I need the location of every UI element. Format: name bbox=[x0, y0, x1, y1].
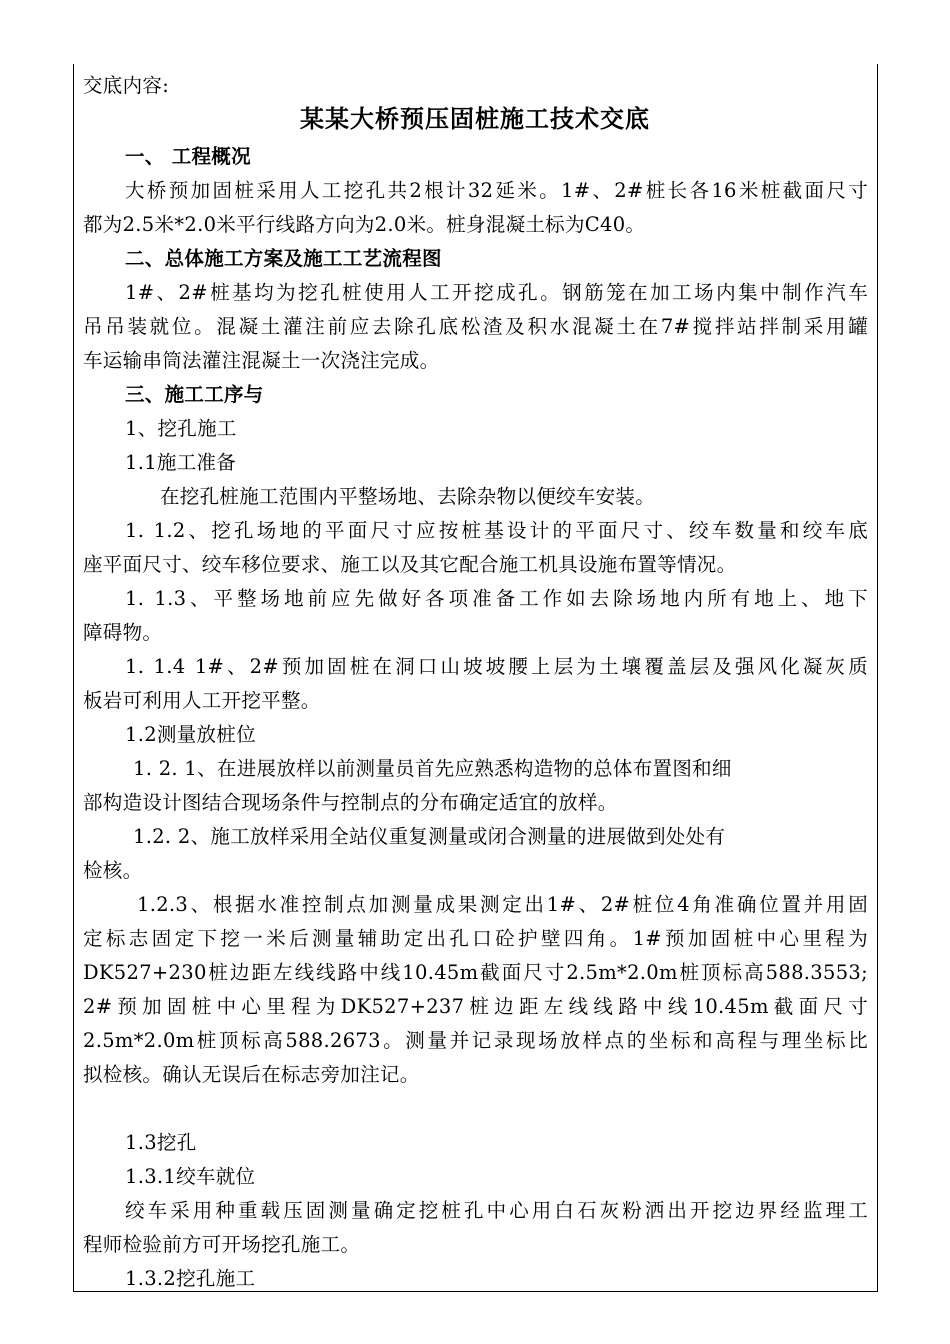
subheading: 1.1施工准备 bbox=[125, 451, 237, 474]
paragraph-line: 定标志固定下挖一米后测量辅助定出孔口砼护壁四角。1#预加固桩中心里程为 bbox=[83, 927, 868, 950]
paragraph-line: 座平面尺寸、绞车移位要求、施工以及其它配合施工机具设施布置等情况。 bbox=[83, 553, 737, 576]
paragraph-line: 都为2.5米*2.0米平行线路方向为2.0米。桩身混凝土标为C40。 bbox=[83, 213, 646, 236]
subheading: 1.3.2挖孔施工 bbox=[125, 1267, 256, 1290]
paragraph-line: 1. 1.4 1#、2#预加固桩在洞口山坡坡腰上层为土壤覆盖层及强风化凝灰质 bbox=[125, 655, 868, 678]
document-title: 某某大桥预压固桩施工技术交底 bbox=[300, 104, 650, 133]
paragraph-line: 程师检验前方可开场挖孔施工。 bbox=[83, 1233, 361, 1256]
subheading: 1.3挖孔 bbox=[125, 1131, 197, 1154]
paragraph-line: 1.2. 2、施工放样采用全站仪重复测量或闭合测量的进展做到处处有 bbox=[133, 825, 726, 848]
paragraph-line: 1#、2#桩基均为挖孔桩使用人工开挖成孔。钢筋笼在加工场内集中制作汽车 bbox=[125, 281, 868, 304]
section-heading-1: 一、 工程概况 bbox=[125, 145, 251, 168]
section-heading-3: 三、施工工序与 bbox=[125, 383, 264, 406]
paragraph-line: 1. 1.3、平整场地前应先做好各项准备工作如去除场地内所有地上、地下 bbox=[125, 587, 868, 610]
paragraph-line: 板岩可利用人工开挖平整。 bbox=[83, 689, 321, 712]
paragraph-line: 2.5m*2.0m桩顶标高588.2673。测量并记录现场放样点的坐标和高程与理坐标比 bbox=[83, 1029, 868, 1052]
subheading: 1.2测量放桩位 bbox=[125, 723, 256, 746]
paragraph-line: 大桥预加固桩采用人工挖孔共2根计32延米。1#、2#桩长各16米桩截面尺寸 bbox=[125, 179, 868, 202]
paragraph-line: 吊吊装就位。混凝土灌注前应去除孔底松渣及积水混凝土在7#搅拌站拌制采用罐 bbox=[83, 315, 868, 338]
section-heading-2: 二、总体施工方案及施工工艺流程图 bbox=[125, 247, 442, 270]
paragraph-line: 绞车采用种重载压固测量确定挖桩孔中心用白石灰粉洒出开挖边界经监理工 bbox=[125, 1199, 868, 1222]
subheading: 1.3.1绞车就位 bbox=[125, 1165, 256, 1188]
paragraph-line: 部构造设计图结合现场条件与控制点的分布确定适宜的放样。 bbox=[83, 791, 618, 814]
paragraph-line: 车运输串筒法灌注混凝土一次浇注完成。 bbox=[83, 349, 440, 372]
paragraph-line: 检核。 bbox=[83, 859, 143, 882]
paragraph-line: DK527+230桩边距左线线路中线10.45m截面尺寸2.5m*2.0m桩顶标高588.3553; bbox=[83, 961, 868, 984]
paragraph-line: 2#预加固桩中心里程为DK527+237桩边距左线线路中线10.45m截面尺寸 bbox=[83, 995, 868, 1018]
paragraph-line: 拟检核。确认无误后在标志旁加注记。 bbox=[83, 1063, 420, 1086]
subheading: 1、挖孔施工 bbox=[125, 417, 237, 440]
paragraph-line: 1.2.3、根据水准控制点加测量成果测定出1#、2#桩位4角准确位置并用固 bbox=[137, 893, 868, 916]
paragraph-line: 1. 1.2、挖孔场地的平面尺寸应按桩基设计的平面尺寸、绞车数量和绞车底 bbox=[125, 519, 868, 542]
paragraph-line: 在挖孔桩施工范围内平整场地、去除杂物以便绞车安装。 bbox=[160, 485, 656, 508]
header-label: 交底内容: bbox=[83, 74, 170, 97]
paragraph-line: 障碍物。 bbox=[83, 621, 163, 644]
paragraph-line: 1. 2. 1、在进展放样以前测量员首先应熟悉构造物的总体布置图和细 bbox=[133, 757, 732, 780]
